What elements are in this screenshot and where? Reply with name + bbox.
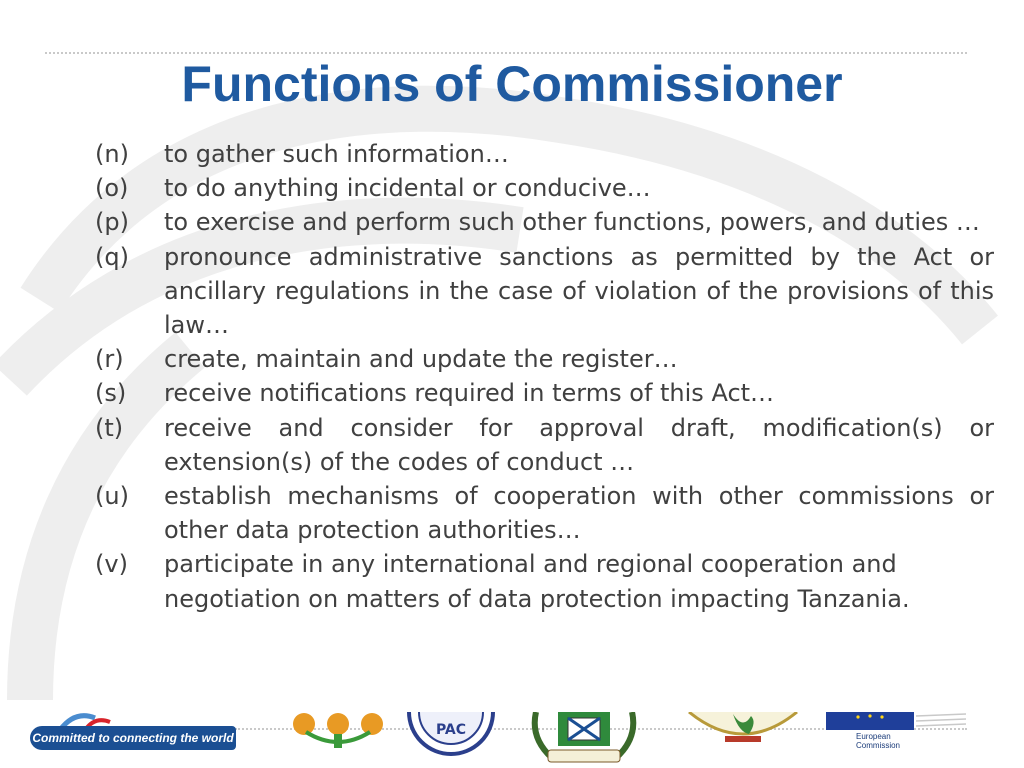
itu-tagline-banner: Committed to connecting the world	[30, 726, 236, 750]
list-text: create, maintain and update the register…	[164, 345, 678, 374]
top-divider	[45, 52, 967, 54]
eu-commission-label	[856, 732, 936, 750]
eu-flag-icon	[826, 712, 966, 734]
list-text: pronounce administrative sanctions as permitted by the Act or ancillary regulations in the case of violation of the provisions of this law…	[164, 242, 994, 340]
list-text: receive and consider for approval draft, modification(s) or extension(s) of the codes of conduct …	[164, 413, 994, 476]
list-item	[95, 479, 994, 547]
list-text: to gather such information…	[164, 140, 509, 168]
svg-text:PAC: PAC	[435, 722, 467, 738]
list-item	[95, 547, 994, 615]
list-marker: (n)	[95, 140, 129, 168]
list-marker: (p)	[95, 208, 129, 237]
eac-logo-icon	[405, 712, 497, 758]
list-marker: (t)	[95, 413, 124, 442]
list-text: participate in any international and regional cooperation and negotiation on matters of data protection impacting Tanzania.	[164, 550, 910, 613]
functions-list	[95, 137, 994, 616]
list-marker: (o)	[95, 174, 129, 203]
eu-label-line1: European	[856, 732, 891, 741]
list-text: establish mechanisms of cooperation with other commissions or other data protection authorities…	[164, 482, 994, 545]
list-text: to do anything incidental or conducive…	[164, 174, 651, 203]
partner-logo-icon	[286, 712, 390, 752]
list-item	[95, 171, 994, 205]
list-item	[95, 240, 994, 343]
list-text: receive notifications required in terms of this Act…	[164, 379, 775, 408]
list-marker: (v)	[95, 550, 128, 579]
eu-label-line2: Commission	[856, 741, 901, 750]
list-item	[95, 342, 994, 376]
list-marker: (s)	[95, 379, 127, 408]
list-item	[95, 205, 994, 239]
list-text: to exercise and perform such other functions, powers, and duties …	[164, 208, 980, 237]
list-marker: (r)	[95, 345, 124, 374]
list-marker: (u)	[95, 482, 129, 511]
au-emblem-icon	[683, 712, 803, 750]
list-item	[95, 411, 994, 479]
coat-of-arms-icon	[528, 712, 640, 766]
list-item	[95, 376, 994, 410]
list-item	[95, 137, 994, 171]
list-marker: (q)	[95, 242, 129, 271]
slide-title: Functions of Commissioner	[181, 56, 843, 112]
